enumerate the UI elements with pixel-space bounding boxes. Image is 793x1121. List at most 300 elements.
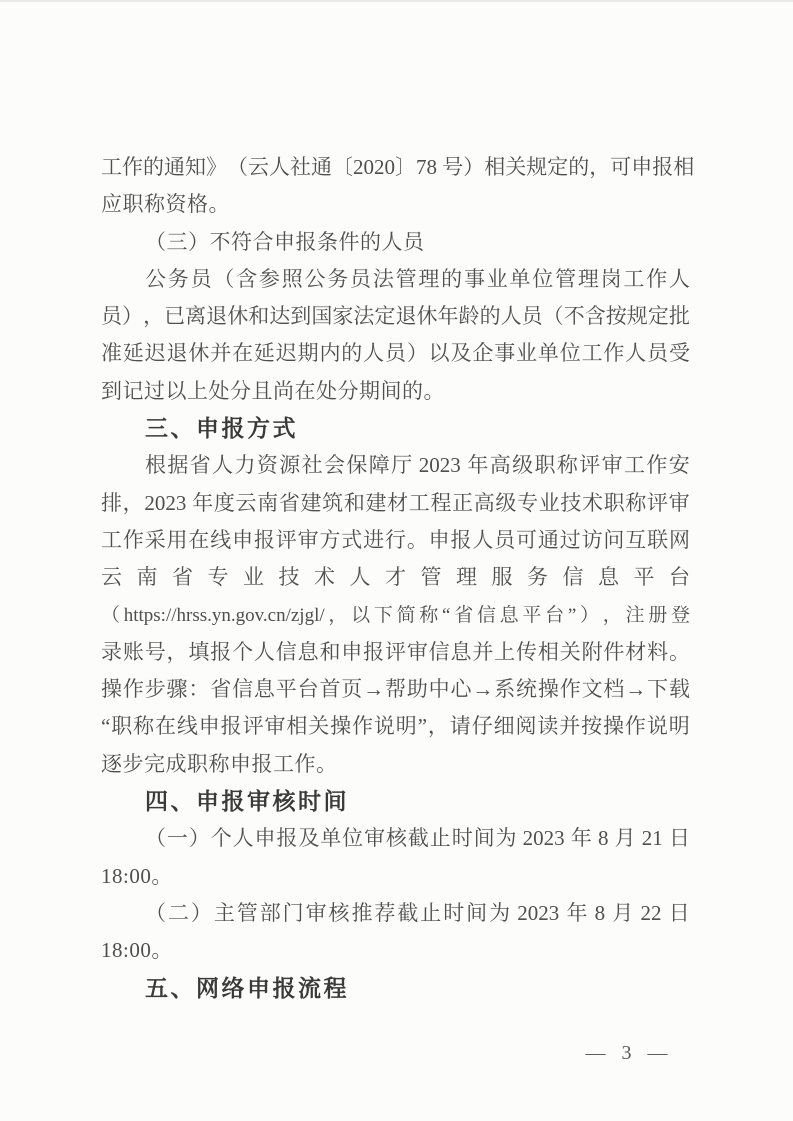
text-token: 人 <box>253 639 275 664</box>
text-token: 业 <box>538 490 560 515</box>
text-token: 相 <box>286 714 308 739</box>
text-token: 术 <box>582 490 604 515</box>
text-token: 省 <box>172 565 193 590</box>
text-token: 间 <box>473 826 495 851</box>
text-token: 企 <box>472 341 494 366</box>
text-token: ： <box>188 677 210 702</box>
text-line <box>101 559 690 596</box>
text-token: 务 <box>167 266 189 291</box>
text-token: 据 <box>167 453 189 478</box>
text-token: ， <box>602 604 622 626</box>
text-token: 的 <box>568 155 590 179</box>
text-line <box>101 485 690 522</box>
text-token: 管 <box>236 900 258 925</box>
text-token: 档 <box>603 677 625 702</box>
text-token: 通 <box>537 527 559 552</box>
text-token: 年 <box>467 453 489 478</box>
text-token: 力 <box>234 453 256 478</box>
text-token: 受 <box>668 341 690 366</box>
text-token: 建 <box>300 490 322 515</box>
text-line <box>101 634 690 671</box>
text-token: 延 <box>122 341 144 366</box>
text-token: 。 <box>406 527 428 552</box>
text-token: 操 <box>101 677 122 702</box>
text-token: 关 <box>505 155 527 179</box>
text-token: 骤 <box>166 677 188 702</box>
text-token: 单 <box>509 266 531 291</box>
text-token: 理 <box>418 266 440 291</box>
text-token: 步 <box>144 677 166 702</box>
text-token: 云 <box>235 490 257 515</box>
text-token: 及 <box>450 341 472 366</box>
text-token: 称 <box>556 453 578 478</box>
text-token: 不 <box>563 304 585 329</box>
text-token: ） <box>122 304 144 329</box>
text-token: 员 <box>494 527 516 552</box>
text-token: 21 <box>636 826 669 851</box>
text-token: 公 <box>304 266 326 291</box>
text-token: （ <box>213 266 235 291</box>
text-token: 定 <box>647 304 669 329</box>
text-token: 〔 <box>332 155 353 179</box>
text-token: 请 <box>449 714 471 739</box>
text-token: 件 <box>603 639 625 664</box>
text-token: 管 <box>555 266 577 291</box>
text-token: 台 <box>545 604 565 626</box>
text-token: 平 <box>275 677 297 702</box>
text-token: 互 <box>625 527 647 552</box>
text-token: 人 <box>625 341 647 366</box>
text-token: 账 <box>122 639 144 664</box>
text-line <box>101 298 690 335</box>
text-token: 核 <box>385 826 407 851</box>
text-token: ） <box>580 604 600 626</box>
text-token: 参 <box>258 266 280 291</box>
text-token: 申 <box>232 527 254 552</box>
text-token: 8 <box>592 826 614 851</box>
text-token: 8 <box>589 900 611 925</box>
text-token: 级 <box>512 453 534 478</box>
text-token: 业 <box>243 565 264 590</box>
text-token: 程 <box>430 490 452 515</box>
text-token: 障 <box>368 453 390 478</box>
text-token: 止 <box>420 900 442 925</box>
text-token: 附 <box>581 639 603 664</box>
text-token: 员 <box>384 341 406 366</box>
text-token: 一 <box>166 826 188 851</box>
text-token: 称 <box>625 490 647 515</box>
text-token: 保 <box>346 453 368 478</box>
text-token: 法 <box>372 266 394 291</box>
text-token: 务 <box>527 565 548 590</box>
text-token: 册 <box>648 604 668 626</box>
text-token: ” <box>567 604 577 626</box>
text-token: 登 <box>670 604 690 626</box>
text-token: 明 <box>395 714 417 739</box>
text-token: 工 <box>624 453 645 478</box>
text-token: 报 <box>276 826 298 851</box>
text-token: 过 <box>559 527 581 552</box>
text-token: 员 <box>350 266 372 291</box>
text-token: https://hrss.yn.gov.cn/zjgl/ <box>123 604 325 626</box>
text-token: 年 <box>192 490 214 515</box>
text-token: 及 <box>298 826 320 851</box>
text-token: 根 <box>145 453 166 478</box>
text-token: 省 <box>454 604 474 626</box>
text-token: 年 <box>570 826 592 851</box>
text-token: 迟 <box>144 341 166 366</box>
text-token: → <box>363 677 385 702</box>
text-token: 已 <box>164 304 186 329</box>
text-token: 延 <box>253 341 275 366</box>
text-token: 工 <box>581 341 603 366</box>
text-line: 18:00。 <box>101 863 173 888</box>
text-token: 可 <box>516 527 538 552</box>
text-token: ” <box>417 714 428 739</box>
text-token: 员 <box>101 304 122 329</box>
text-token: 时 <box>451 826 473 851</box>
text-token: 作 <box>122 677 144 702</box>
text-line: 应职称资格。 <box>101 192 230 217</box>
text-line <box>101 895 690 932</box>
text-token: 关 <box>559 639 581 664</box>
text-line <box>101 447 690 484</box>
text-token: 线 <box>176 714 198 739</box>
text-token: 〕 <box>395 155 416 179</box>
text-token: 时 <box>443 900 465 925</box>
text-token: 高 <box>489 453 511 478</box>
text-token: 号 <box>442 155 464 179</box>
section-heading: 五、网络申报流程 <box>145 974 349 1001</box>
text-token: “ <box>442 604 451 626</box>
text-token: 退 <box>206 304 228 329</box>
text-token: 阅 <box>515 714 537 739</box>
text-token: （ <box>227 155 248 179</box>
text-token: 理 <box>456 565 477 590</box>
text-token: 作 <box>559 677 581 702</box>
text-line: 18:00。 <box>101 938 173 963</box>
text-token: 申 <box>428 527 450 552</box>
text-line <box>101 820 690 857</box>
text-token: 息 <box>499 604 519 626</box>
text-token: ） <box>406 341 428 366</box>
text-token: 理 <box>577 266 599 291</box>
text-token: 明 <box>668 714 690 739</box>
text-token: 工 <box>101 527 122 552</box>
text-token: → <box>472 677 494 702</box>
text-token: 管 <box>420 565 442 590</box>
text-token: 位 <box>342 826 364 851</box>
text-token: 2020 <box>353 155 395 179</box>
text-token: 建 <box>365 490 387 515</box>
text-token: 中 <box>428 677 450 702</box>
text-token: → <box>625 677 647 702</box>
text-token: 心 <box>450 677 472 702</box>
text-token: （ <box>101 604 121 626</box>
text-token: 度 <box>213 490 235 515</box>
text-line <box>101 597 690 634</box>
text-token: 休 <box>416 304 438 329</box>
text-token: 知 <box>185 155 206 179</box>
text-token: 作 <box>646 266 668 291</box>
text-token: 网 <box>668 527 690 552</box>
text-token: 并 <box>210 341 232 366</box>
text-line <box>101 522 690 559</box>
text-token: 读 <box>537 714 559 739</box>
text-token: 报 <box>652 155 674 179</box>
text-token: 台 <box>669 565 690 590</box>
text-token: 作 <box>122 155 143 179</box>
text-line <box>101 261 690 298</box>
text-token: 务 <box>327 266 349 291</box>
text-token: 含 <box>236 266 258 291</box>
text-token: 事 <box>463 266 485 291</box>
text-token: 评 <box>647 490 668 515</box>
text-token: 到 <box>290 304 312 329</box>
text-token: 息 <box>450 639 472 664</box>
text-token: ， <box>122 490 144 515</box>
text-token: 止 <box>429 826 451 851</box>
text-token: 批 <box>668 304 690 329</box>
text-token: 信 <box>275 639 297 664</box>
page-number: — 3 — <box>585 1042 669 1064</box>
text-token: 南 <box>136 565 158 590</box>
text-token: “ <box>101 714 111 739</box>
text-token: 料 <box>647 639 669 664</box>
text-token: 作 <box>646 453 668 478</box>
text-token: 申 <box>198 714 220 739</box>
text-token: 迟 <box>275 341 297 366</box>
text-token: 和 <box>248 304 270 329</box>
text-token: 相 <box>673 155 695 179</box>
text-token: 云 <box>248 155 269 179</box>
text-token: 省 <box>278 490 300 515</box>
text-token: 2023 <box>512 900 565 925</box>
text-token: 平 <box>633 565 655 590</box>
text-token: 通 <box>164 155 185 179</box>
text-token: （ <box>145 826 166 851</box>
text-token: 核 <box>328 900 350 925</box>
text-token: 荐 <box>374 900 396 925</box>
text-token: 通 <box>311 155 332 179</box>
text-token: 正 <box>452 490 474 515</box>
text-line <box>101 335 690 372</box>
text-token: 技 <box>278 565 300 590</box>
text-token: （ <box>542 304 564 329</box>
text-token: 和 <box>319 639 341 664</box>
text-token: 年 <box>566 900 588 925</box>
text-token: 员 <box>647 341 669 366</box>
text-token: 录 <box>101 639 122 664</box>
text-token: 照 <box>281 266 303 291</box>
text-token: 厅 <box>391 453 413 478</box>
text-token: 日 <box>668 826 690 851</box>
text-token: 达 <box>269 304 291 329</box>
text-token: 用 <box>166 527 188 552</box>
text-token: 报 <box>363 639 385 664</box>
text-token: 工 <box>408 490 430 515</box>
text-token: 社 <box>301 453 323 478</box>
text-token: 技 <box>560 490 582 515</box>
text-token: 为 <box>489 900 511 925</box>
text-token: 定 <box>547 155 569 179</box>
text-token: 业 <box>516 341 538 366</box>
text-token: 个 <box>232 639 254 664</box>
text-token: 准 <box>101 341 122 366</box>
text-token: 报 <box>450 527 472 552</box>
text-token: 在 <box>188 527 210 552</box>
text-token: 会 <box>324 453 345 478</box>
text-token: 主 <box>213 900 235 925</box>
text-token: 职 <box>534 453 556 478</box>
text-token: 下 <box>647 677 669 702</box>
text-token: 人 <box>500 304 522 329</box>
text-token: 国 <box>311 304 333 329</box>
text-token: 年 <box>437 304 459 329</box>
text-token: 省 <box>210 677 232 702</box>
text-token: ） <box>188 826 210 851</box>
text-token: 筑 <box>322 490 344 515</box>
text-token: 。 <box>668 639 690 664</box>
text-token: 资 <box>256 453 278 478</box>
text-token: 按 <box>605 304 627 329</box>
text-token: 息 <box>253 677 275 702</box>
text-token: 在 <box>232 341 254 366</box>
text-token: 式 <box>341 527 363 552</box>
text-line <box>101 671 690 708</box>
text-token: （ <box>145 900 166 925</box>
text-token: 截 <box>407 826 429 851</box>
text-token: 日 <box>668 900 690 925</box>
text-token: 采 <box>144 527 166 552</box>
text-token: 审 <box>364 826 386 851</box>
text-token: 操 <box>330 714 352 739</box>
text-token: 关 <box>308 714 330 739</box>
text-token: 报 <box>253 527 275 552</box>
text-token: 的 <box>143 155 164 179</box>
text-token: 人 <box>349 565 371 590</box>
text-token: 审 <box>668 490 690 515</box>
text-token: 公 <box>145 266 166 291</box>
text-token: 审 <box>297 527 319 552</box>
text-token: 帮 <box>384 677 406 702</box>
text-token: 安 <box>668 453 690 478</box>
text-token: 作 <box>352 714 374 739</box>
text-token: 问 <box>603 527 625 552</box>
text-token: 和 <box>343 490 365 515</box>
text-token: 龄 <box>458 304 480 329</box>
text-token: 职 <box>111 714 133 739</box>
text-token: 相 <box>484 155 506 179</box>
text-token: 2023 <box>413 453 466 478</box>
text-token: 评 <box>579 453 601 478</box>
text-token: 申 <box>341 639 363 664</box>
text-line <box>101 708 690 745</box>
text-token: 管 <box>395 266 417 291</box>
text-token: ） <box>463 155 485 179</box>
text-token: 南 <box>257 490 279 515</box>
text-token: 位 <box>532 266 554 291</box>
text-token: 称 <box>419 604 439 626</box>
text-token: 评 <box>384 639 406 664</box>
text-token: 并 <box>559 714 581 739</box>
text-token: 为 <box>495 826 517 851</box>
text-token: 家 <box>332 304 354 329</box>
text-token: 在 <box>155 714 176 739</box>
text-token: 岗 <box>600 266 622 291</box>
text-token: 22 <box>635 900 667 925</box>
text-token: ， <box>143 304 165 329</box>
text-token: 仔 <box>471 714 493 739</box>
text-token: 间 <box>466 900 488 925</box>
text-token: 报 <box>210 639 232 664</box>
text-token: 信 <box>476 604 496 626</box>
text-token: 》 <box>206 155 227 179</box>
text-token: 单 <box>537 341 559 366</box>
text-token: 单 <box>320 826 342 851</box>
text-token: 审 <box>406 639 428 664</box>
text-token: 业 <box>486 266 508 291</box>
text-token: 方 <box>319 527 341 552</box>
text-token: ， <box>427 714 449 739</box>
document-body-lines <box>101 149 695 1007</box>
text-token: 报 <box>220 714 242 739</box>
text-token: 息 <box>297 639 319 664</box>
text-token: 作 <box>122 527 144 552</box>
text-token: 评 <box>242 714 264 739</box>
text-token: 级 <box>495 490 517 515</box>
text-token: 审 <box>264 714 286 739</box>
text-token: 个 <box>210 826 232 851</box>
text-token: ） <box>190 900 212 925</box>
text-token: 行 <box>384 527 406 552</box>
section-heading: 三、申报方式 <box>145 415 298 442</box>
text-token: 首 <box>319 677 341 702</box>
text-token: 助 <box>406 677 428 702</box>
text-token: 省 <box>189 453 211 478</box>
text-token: 专 <box>207 565 229 590</box>
text-token: 材 <box>387 490 409 515</box>
text-token: 评 <box>275 527 297 552</box>
text-token: 申 <box>254 826 276 851</box>
text-token: 按 <box>581 714 603 739</box>
text-token: 含 <box>584 304 606 329</box>
text-token: 工 <box>101 155 122 179</box>
text-token: 推 <box>351 900 373 925</box>
text-token: 部 <box>259 900 281 925</box>
text-token: 退 <box>166 341 188 366</box>
text-token: 可 <box>610 155 632 179</box>
text-token: 位 <box>559 341 581 366</box>
text-token: 内 <box>319 341 341 366</box>
text-token: 法 <box>353 304 375 329</box>
text-token: 才 <box>385 565 406 590</box>
text-token: 高 <box>473 490 495 515</box>
text-token: 2023 <box>144 490 192 515</box>
text-token: 人 <box>363 341 385 366</box>
text-token: 说 <box>373 714 395 739</box>
text-token: 的 <box>441 266 463 291</box>
text-token: 定 <box>374 304 396 329</box>
text-token: 简 <box>396 604 416 626</box>
text-token: 填 <box>188 639 210 664</box>
text-token: 员 <box>190 266 212 291</box>
text-token: 称 <box>133 714 155 739</box>
text-token: ， <box>166 639 188 664</box>
text-token: 传 <box>516 639 538 664</box>
text-token: 信 <box>232 677 254 702</box>
text-token: 门 <box>282 900 304 925</box>
